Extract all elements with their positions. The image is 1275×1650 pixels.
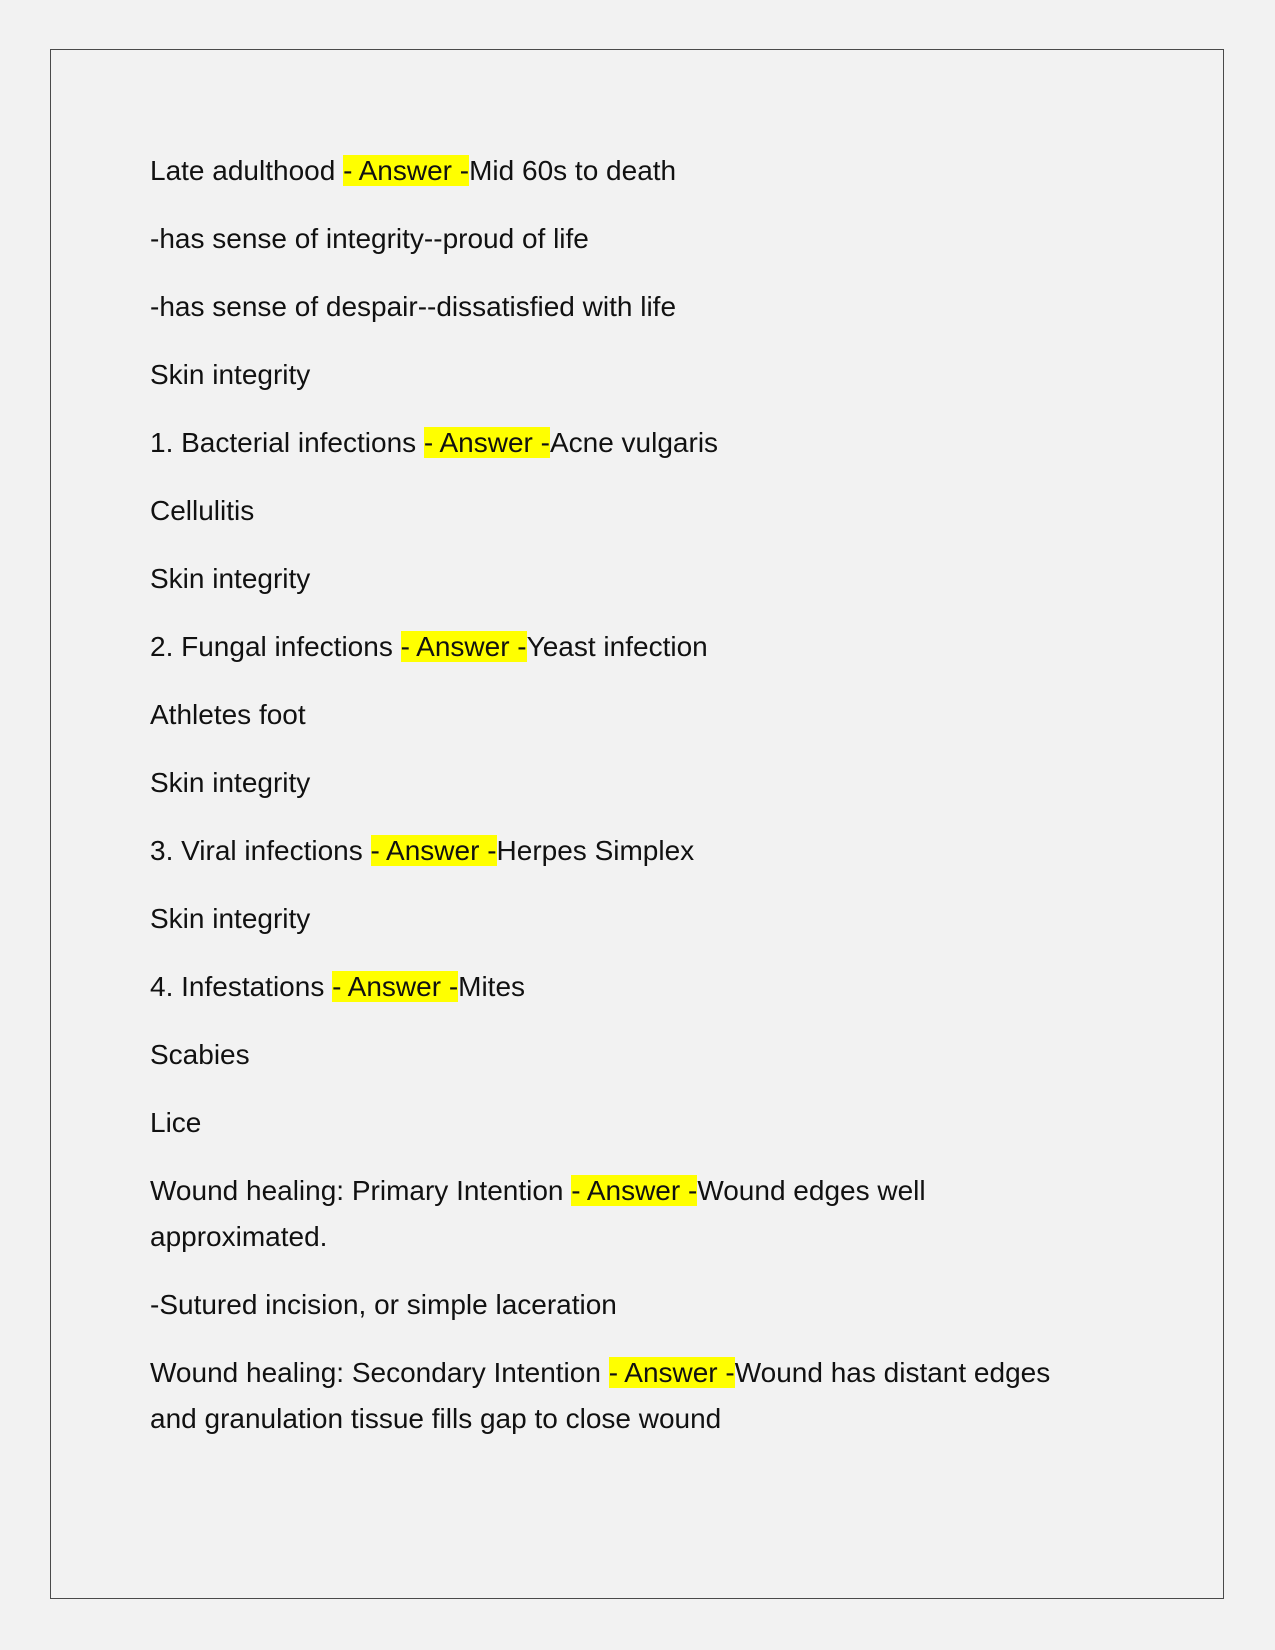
paragraph <box>150 1282 1080 1328</box>
answer-text: Acne vulgaris <box>549 427 719 458</box>
answer-text: Mites <box>458 971 526 1002</box>
answer-text: Herpes Simplex <box>496 835 695 866</box>
paragraph-text: -has sense of despair--dissatisfied with life <box>150 291 677 322</box>
paragraph <box>150 964 1080 1010</box>
paragraph-text: 2. Fungal infections <box>150 631 401 662</box>
paragraph <box>150 1032 1080 1078</box>
paragraph-text: -Sutured incision, or simple laceration <box>150 1289 617 1320</box>
paragraph-text: Skin integrity <box>150 563 311 594</box>
paragraph-text: Skin integrity <box>150 359 311 390</box>
answer-highlight: - Answer - <box>400 631 527 662</box>
paragraph-text: Scabies <box>150 1039 250 1070</box>
paragraph-text: 3. Viral infections <box>150 835 371 866</box>
paragraph-text: Skin integrity <box>150 903 311 934</box>
paragraph <box>150 692 1080 738</box>
paragraph-text: -has sense of integrity--proud of life <box>150 223 589 254</box>
answer-highlight: - Answer - <box>571 1175 698 1206</box>
paragraph <box>150 284 1080 330</box>
paragraph <box>150 624 1080 670</box>
answer-highlight: - Answer - <box>343 155 470 186</box>
paragraph-text: Cellulitis <box>150 495 255 526</box>
paragraph <box>150 1168 1080 1260</box>
answer-text: Yeast infection <box>526 631 708 662</box>
paragraph <box>150 760 1080 806</box>
paragraph <box>150 1100 1080 1146</box>
answer-text: Wound edges well approximated. <box>150 1175 926 1252</box>
paragraph <box>150 148 1080 194</box>
paragraph-text: Wound healing: Secondary Intention <box>150 1357 609 1388</box>
paragraph <box>150 488 1080 534</box>
paragraph-text: Late adulthood <box>150 155 344 186</box>
paragraph-text: Lice <box>150 1107 202 1138</box>
paragraph <box>150 1350 1080 1442</box>
paragraph <box>150 216 1080 262</box>
answer-highlight: - Answer - <box>608 1357 735 1388</box>
paragraph-text: 1. Bacterial infections <box>150 427 424 458</box>
paragraph-text: Skin integrity <box>150 767 311 798</box>
paragraph-text: Athletes foot <box>150 699 306 730</box>
paragraph <box>150 828 1080 874</box>
paragraph <box>150 556 1080 602</box>
answer-highlight: - Answer - <box>332 971 459 1002</box>
paragraph-text: Wound healing: Primary Intention <box>150 1175 572 1206</box>
answer-text: Mid 60s to death <box>469 155 677 186</box>
answer-highlight: - Answer - <box>423 427 550 458</box>
paragraph <box>150 420 1080 466</box>
paragraph <box>150 352 1080 398</box>
answer-highlight: - Answer - <box>370 835 497 866</box>
paragraph-text: 4. Infestations <box>150 971 333 1002</box>
answer-text: Wound has distant edges and granulation tissue fills gap to close wound <box>150 1357 1051 1434</box>
paragraph <box>150 896 1080 942</box>
document-body <box>150 148 1080 1464</box>
